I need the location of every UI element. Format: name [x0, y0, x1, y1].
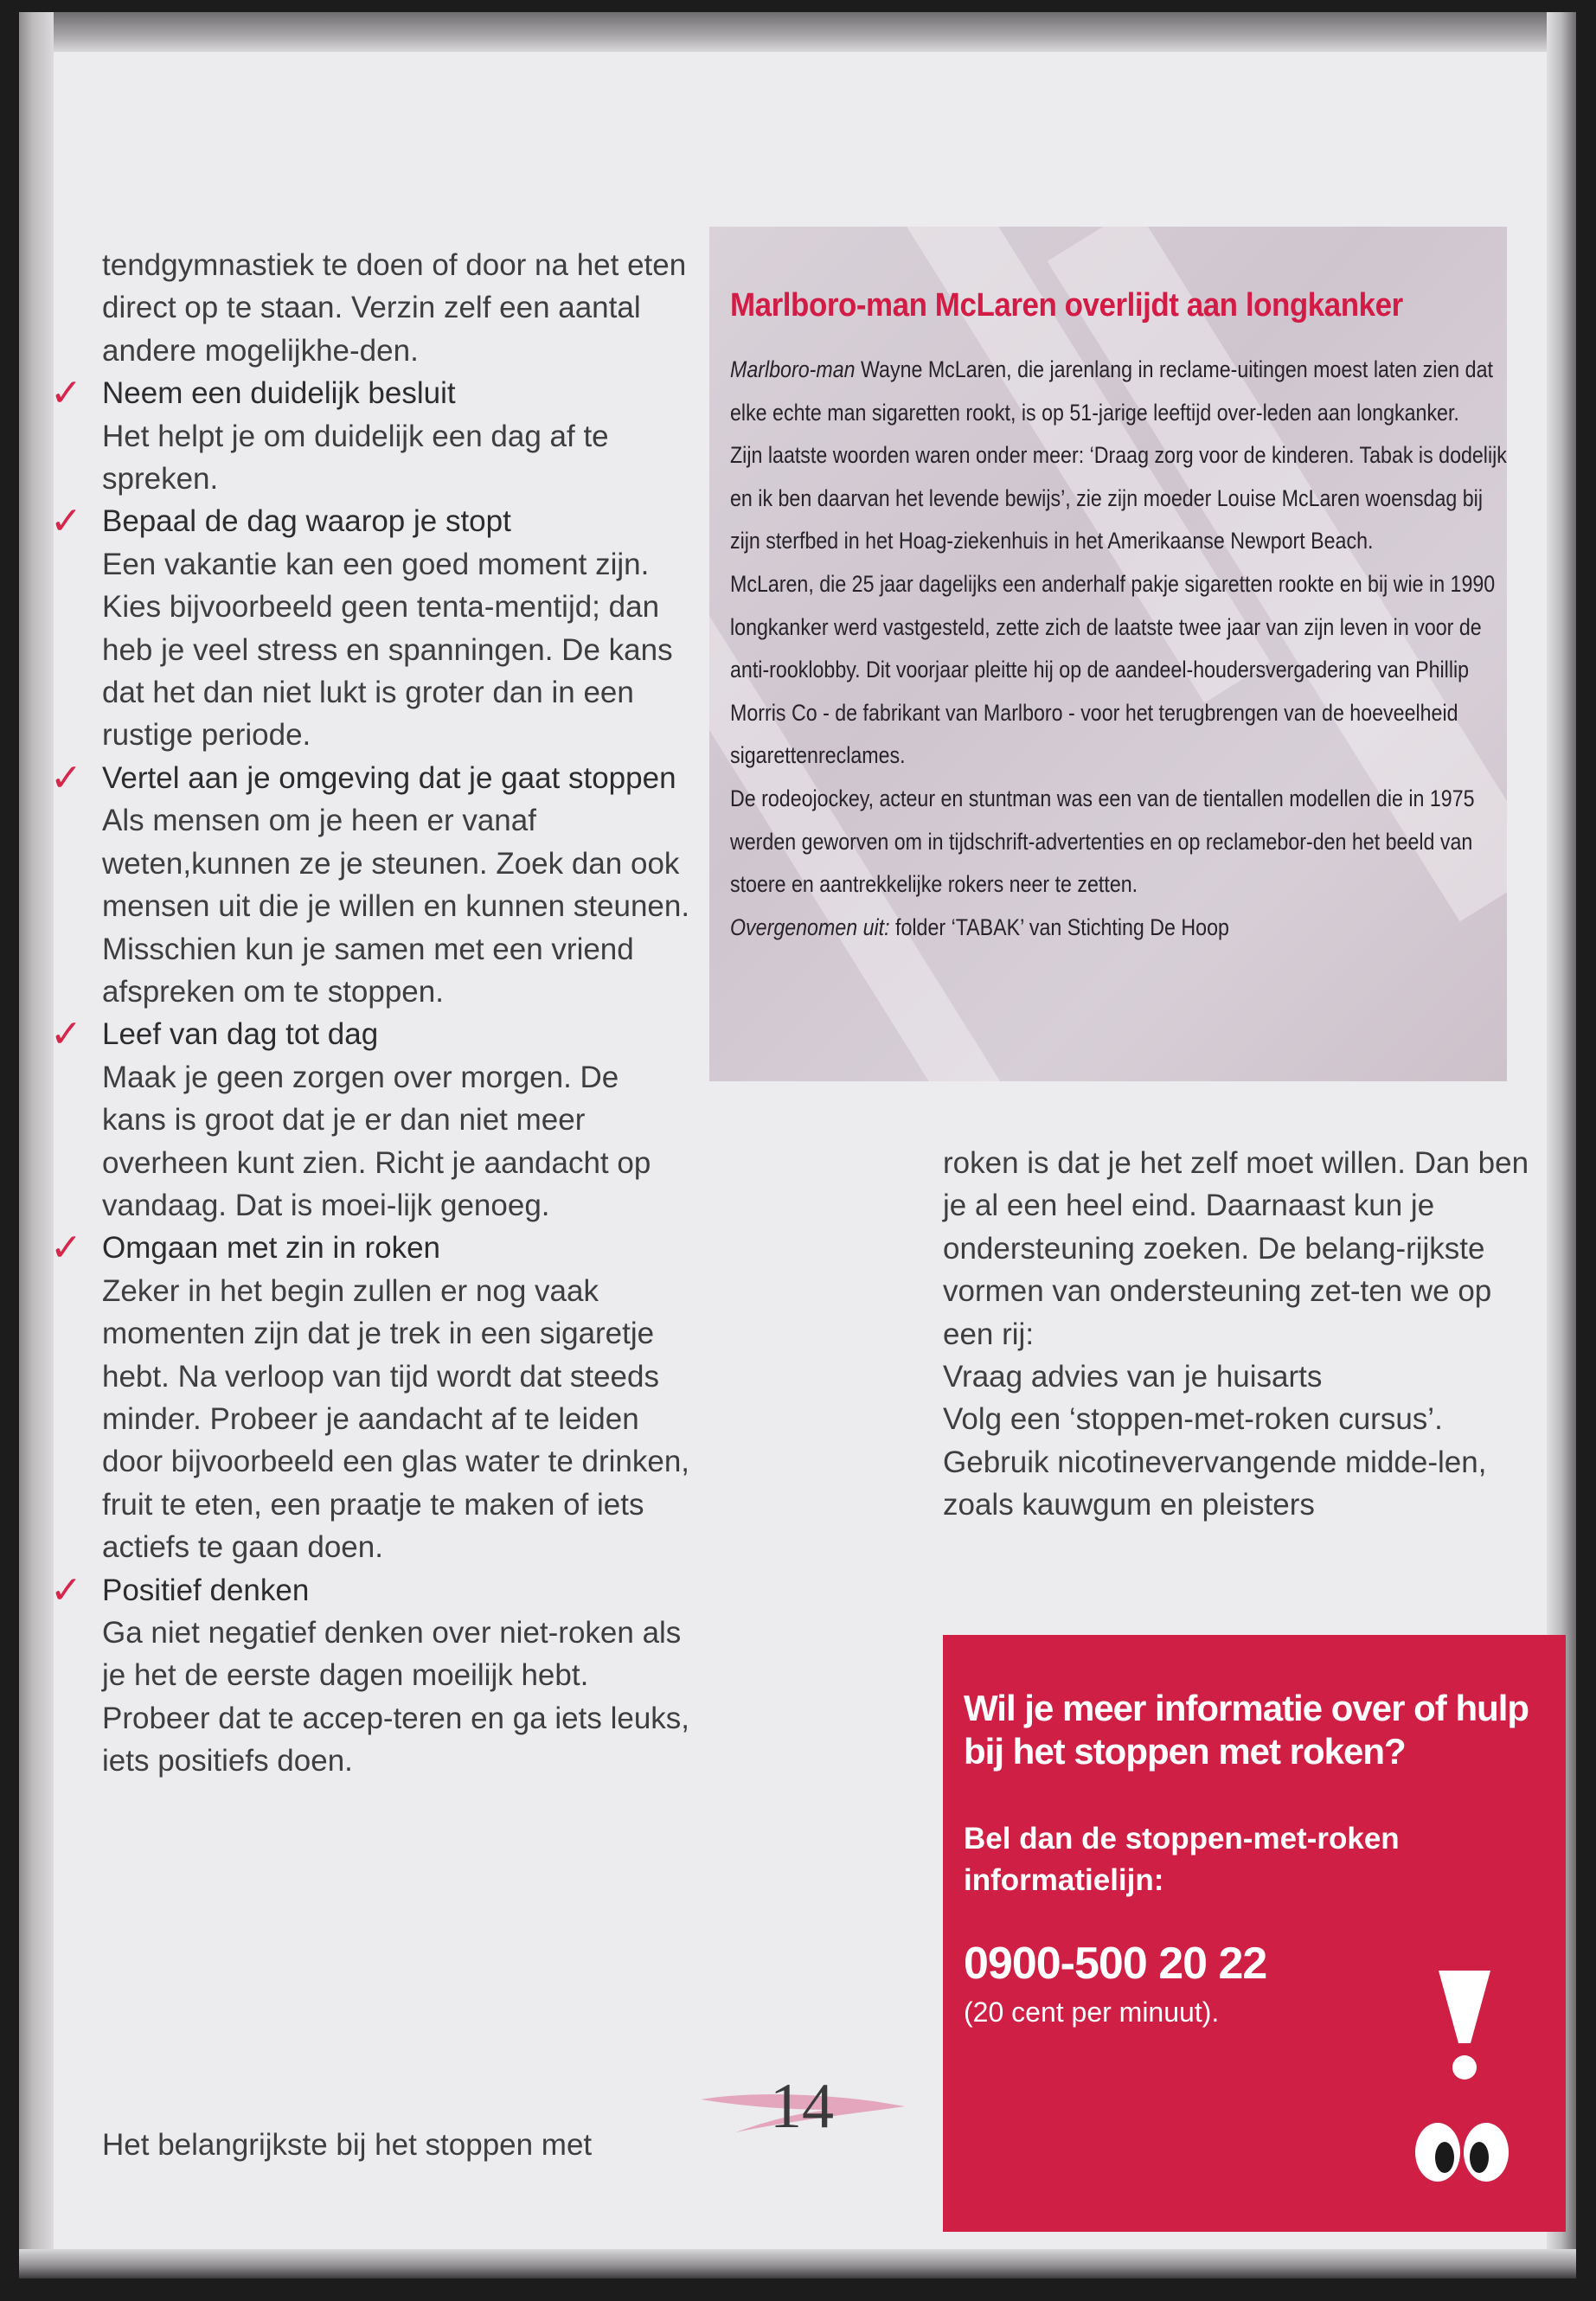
sidebar-source-text: folder ‘TABAK’ van Stichting De Hoop: [889, 913, 1229, 940]
right-paragraph: roken is dat je het zelf moet willen. Dan ben je al een heel eind. Daarnaast kun je ondersteuning zoeken. De belang-rijkste vormen van ondersteuning zet-ten we op een rij:: [943, 1146, 1529, 1351]
sidebar-source: [730, 907, 1507, 950]
checkmark-icon: ✓: [50, 1227, 82, 1270]
checkmark-icon: ✓: [50, 756, 82, 799]
tip-item: [50, 1568, 690, 1783]
support-list-item: Vraag advies van je huisarts: [943, 1360, 1323, 1394]
sidebar-body: [730, 349, 1507, 949]
checkmark-icon: ✓: [50, 500, 82, 543]
tip-text: Ga niet negatief denken over niet-roken als je het de eerste dagen moeilijk hebt. Probeer dat te accep-teren en ga iets leuks, iets positiefs doen.: [102, 1616, 690, 1779]
tip-item: [50, 756, 690, 1013]
exclamation-icon: [1434, 1964, 1495, 2085]
checkmark-icon: ✓: [50, 1568, 82, 1612]
tip-text: Zeker in het begin zullen er nog vaak momenten zijn dat je trek in een sigaretje hebt. Na verloop van tijd wordt dat steeds minder. Probeer je aandacht af te leiden door bijvoorbeeld een glas water te drinken, fruit te eten, een praatje te maken of iets actiefs te gaan doen.: [102, 1273, 690, 1565]
page-number-text: 14: [770, 2071, 834, 2142]
tip-text: Als mensen om je heen er vanaf weten,kunnen ze je steunen. Zoek dan ook mensen uit die je willen en kunnen steunen. Misschien kun je samen met een vriend afspreken om te stoppen.: [102, 804, 690, 1009]
info-question: Wil je meer informatie over of hulp bij het stoppen met roken?: [964, 1688, 1529, 1772]
checkmark-icon: ✓: [50, 1013, 82, 1056]
tip-heading: Positief denken: [102, 1573, 310, 1607]
sidebar-text: Wayne McLaren, die jarenlang in reclame-uitingen moest laten zien dat elke echte man sigaretten rookt, is op 51-jarige leeftijd over-leden aan longkanker.: [730, 356, 1493, 426]
news-sidebar: [709, 227, 1507, 1081]
page-edge-bottom: [19, 2249, 1576, 2279]
info-box: [943, 1635, 1566, 2232]
page-number: [701, 2061, 908, 2157]
tip-item: [50, 1013, 690, 1227]
intro-paragraph: tendgymnastiek te doen of door na het eten direct op te staan. Verzin zelf een aantal andere mogelijkhe-den.: [102, 248, 687, 368]
support-list-item: Volg een ‘stoppen-met-roken cursus’.: [943, 1402, 1443, 1437]
sidebar-paragraph: Zijn laatste woorden waren onder meer: ‘Draag zorg voor de kinderen. Tabak is dodelijk en ik ben daarvan het levende bewijs’, zie zijn moeder Louise McLaren woensdag bij zijn sterfbed in het Hoag-ziekenhuis in het Amerikaanse Newport Beach.: [730, 442, 1507, 554]
sidebar-paragraph: De rodeojockey, acteur en stuntman was een van de tientallen modellen die in 1975 werden geworven om in tijdschrift-advertenties en op reclamebor-den het beeld van stoere en aantrekkelijke rokers neer te zetten.: [730, 785, 1475, 898]
tip-heading: Omgaan met zin in roken: [102, 1231, 441, 1266]
tip-text: Een vakantie kan een goed moment zijn. Kies bijvoorbeeld geen tenta-mentijd; dan heb je veel stress en spanningen. De kans dat het dan niet lukt is groter dan in een rustige periode.: [102, 547, 673, 753]
sidebar-paragraph: McLaren, die 25 jaar dagelijks een anderhalf pakje sigaretten rookte en bij wie in 1990 longkanker werd vastgesteld, zette zich de laatste twee jaar van zijn leven in voor de anti-rooklobby. Dit voorjaar pleitte hij op de aandeel-houdersvergadering van Phillip Morris Co - de fabrikant van Marlboro - voor het terugbrengen van de hoeveelheid sigarettenreclames.: [730, 570, 1496, 769]
closing-line: Het belangrijkste bij het stoppen met: [102, 2128, 593, 2162]
sidebar-title: Marlboro-man McLaren overlijdt aan longkanker: [730, 287, 1403, 324]
info-rate: (20 cent per minuut).: [964, 1997, 1220, 2028]
sidebar-emphasis: Marlboro-man: [730, 356, 856, 382]
page-edge-top: [19, 12, 1576, 52]
info-phone-number[interactable]: 0900-500 20 22: [964, 1939, 1267, 1989]
tip-heading: Vertel aan je omgeving dat je gaat stoppen: [102, 760, 676, 795]
support-list-item: Gebruik nicotinevervangende midde-len, zoals kauwgum en pleisters: [943, 1445, 1487, 1522]
tip-heading: Neem een duidelijk besluit: [102, 376, 456, 411]
info-call-text: Bel dan de stoppen-met-roken informatielijn:: [964, 1822, 1400, 1897]
sidebar-paragraph: [730, 349, 1507, 434]
page-edge-left: [19, 12, 54, 2279]
tip-item: [50, 500, 690, 756]
tip-item: [50, 1227, 690, 1568]
right-column: [943, 1142, 1531, 1527]
left-column: [50, 244, 690, 1783]
tip-text: Het helpt je om duidelijk een dag af te spreken.: [102, 419, 609, 497]
tip-text: Maak je geen zorgen over morgen. De kans is groot dat je er dan niet meer overheen kunt zien. Richt je aandacht op vandaag. Dat is moei-lijk genoeg.: [102, 1060, 651, 1222]
checkmark-icon: ✓: [50, 372, 82, 415]
sidebar-source-label: Overgenomen uit:: [730, 913, 890, 940]
tip-heading: Bepaal de dag waarop je stopt: [102, 504, 511, 539]
tip-item: [50, 372, 690, 500]
tip-heading: Leef van dag tot dag: [102, 1017, 379, 1052]
eyes-icon: [1410, 2111, 1514, 2189]
